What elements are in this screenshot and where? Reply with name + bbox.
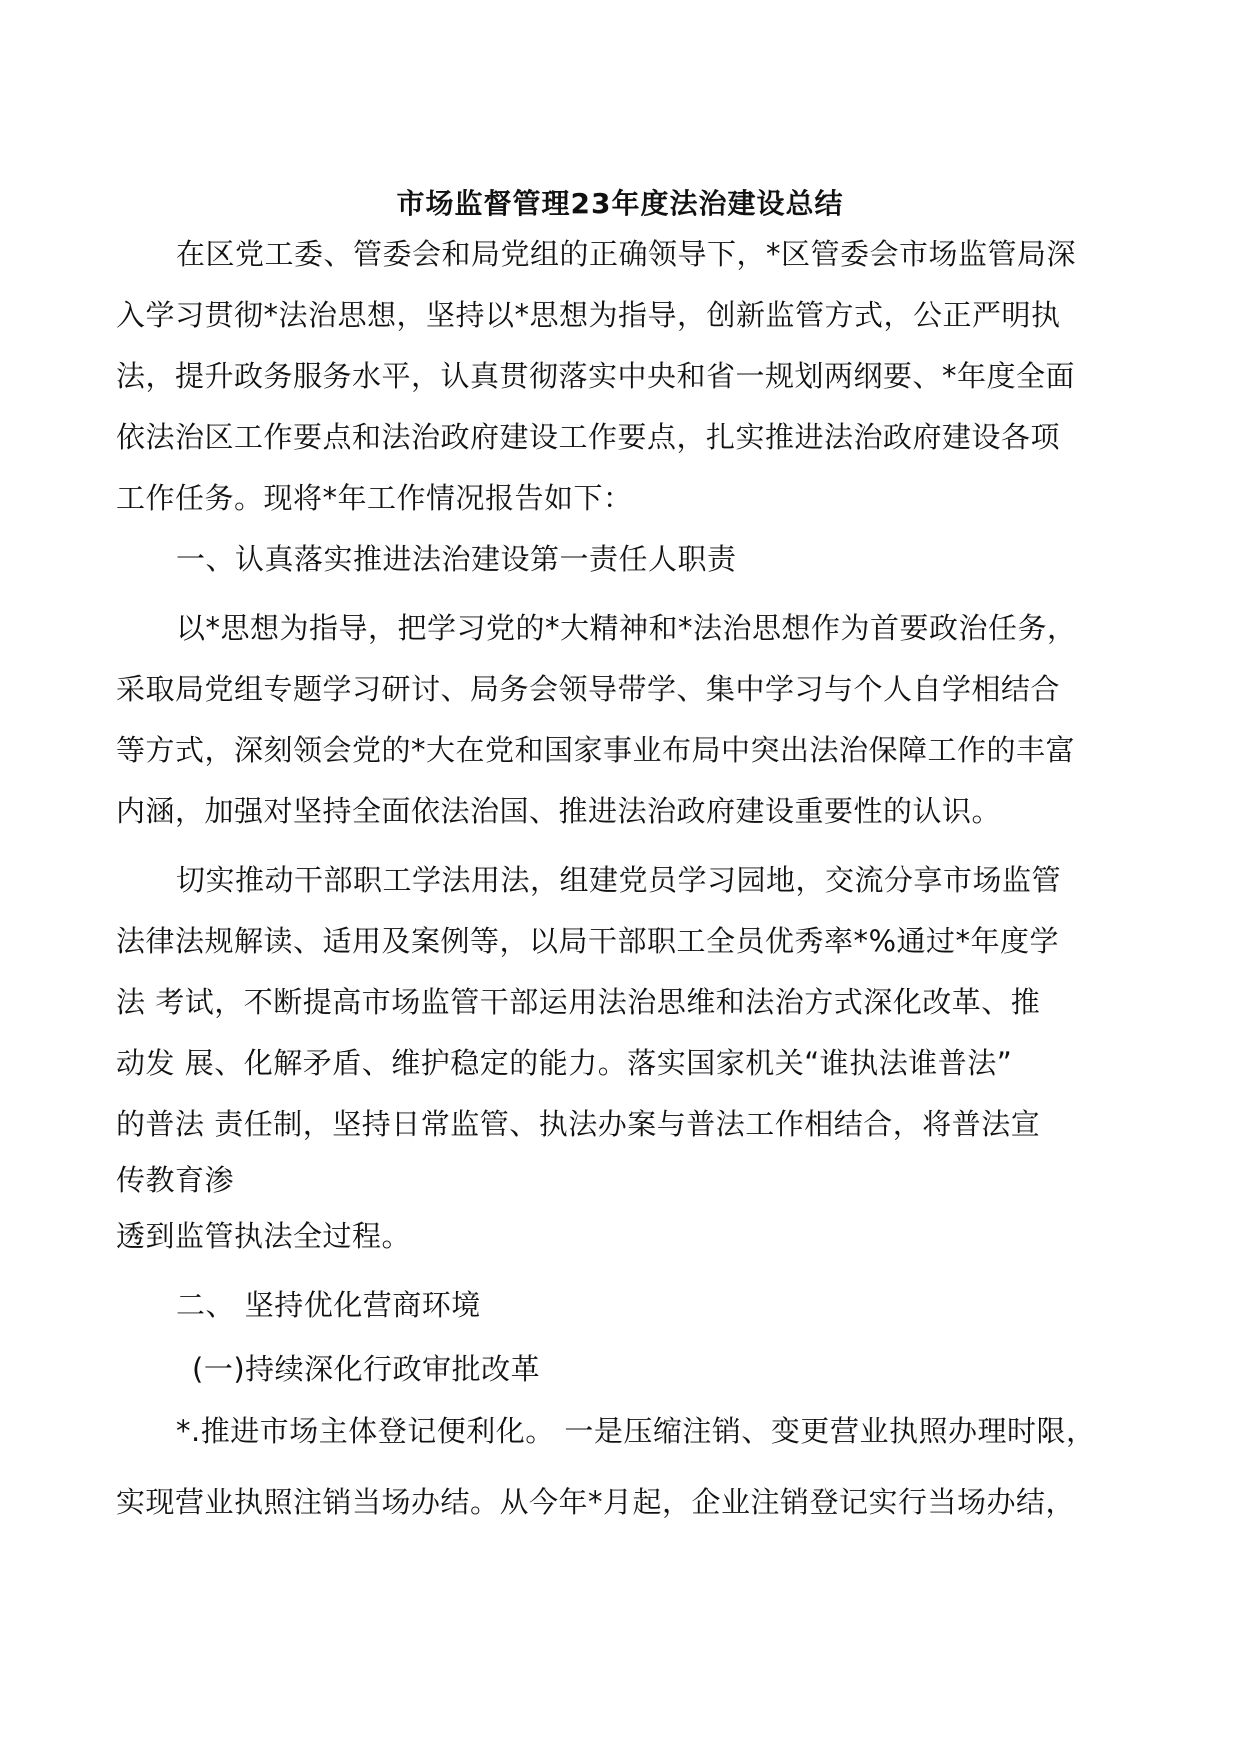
paragraph-line: 动发 展、化解矛盾、维护稳定的能力。落实国家机关“谁执法谁普法” <box>116 1046 1013 1080</box>
paragraph-line: 以*思想为指导，把学习党的*大精神和*法治思想作为首要政治任务， <box>176 611 1077 645</box>
paragraph-line: 在区党工委、管委会和局党组的正确领导下，*区管委会市场监管局深 <box>176 237 1077 271</box>
paragraph-line: 实现营业执照注销当场办结。从今年*月起，企业注销登记实行当场办结， <box>116 1485 1076 1519</box>
paragraph-line: 法，提升政务服务水平，认真贯彻落实中央和省一规划两纲要、*年度全面 <box>116 359 1076 393</box>
paragraph-line: 入学习贯彻*法治思想，坚持以*思想为指导，创新监管方式，公正严明执 <box>116 298 1061 332</box>
paragraph-line: 切实推动干部职工学法用法，组建党员学习园地，交流分享市场监管 <box>176 863 1062 897</box>
paragraph-line: *.推进市场主体登记便利化。 一是压缩注销、变更营业执照办理时限， <box>176 1414 1096 1448</box>
paragraph-line: 采取局党组专题学习研讨、局务会领导带学、集中学习与个人自学相结合 <box>116 672 1061 706</box>
paragraph-line: 依法治区工作要点和法治政府建设工作要点，扎实推进法治政府建设各项 <box>116 420 1061 454</box>
paragraph-line: 法律法规解读、适用及案例等，以局干部职工全员优秀率*%通过*年度学 <box>116 924 1060 958</box>
paragraph-line: 传教育渗 <box>116 1163 235 1197</box>
subsection-heading: (一)持续深化行政审批改革 <box>192 1352 541 1386</box>
section-heading: 二、 坚持优化营商环境 <box>176 1288 481 1322</box>
section-heading: 一、认真落实推进法治建设第一责任人职责 <box>176 542 737 576</box>
paragraph-line: 等方式，深刻领会党的*大在党和国家事业布局中突出法治保障工作的丰富 <box>116 733 1076 767</box>
paragraph-line: 法 考试，不断提高市场监管干部运用法治思维和法治方式深化改革、推 <box>116 985 1041 1019</box>
paragraph-line: 的普法 责任制，坚持日常监管、执法办案与普法工作相结合，将普法宣 <box>116 1107 1041 1141</box>
paragraph-line: 工作任务。现将*年工作情况报告如下： <box>116 481 633 515</box>
paragraph-line: 透到监管执法全过程。 <box>116 1219 412 1253</box>
paragraph-line: 内涵，加强对坚持全面依法治国、推进法治政府建设重要性的认识。 <box>116 794 1002 828</box>
document-title: 市场监督管理23年度法治建设总结 <box>396 187 844 220</box>
